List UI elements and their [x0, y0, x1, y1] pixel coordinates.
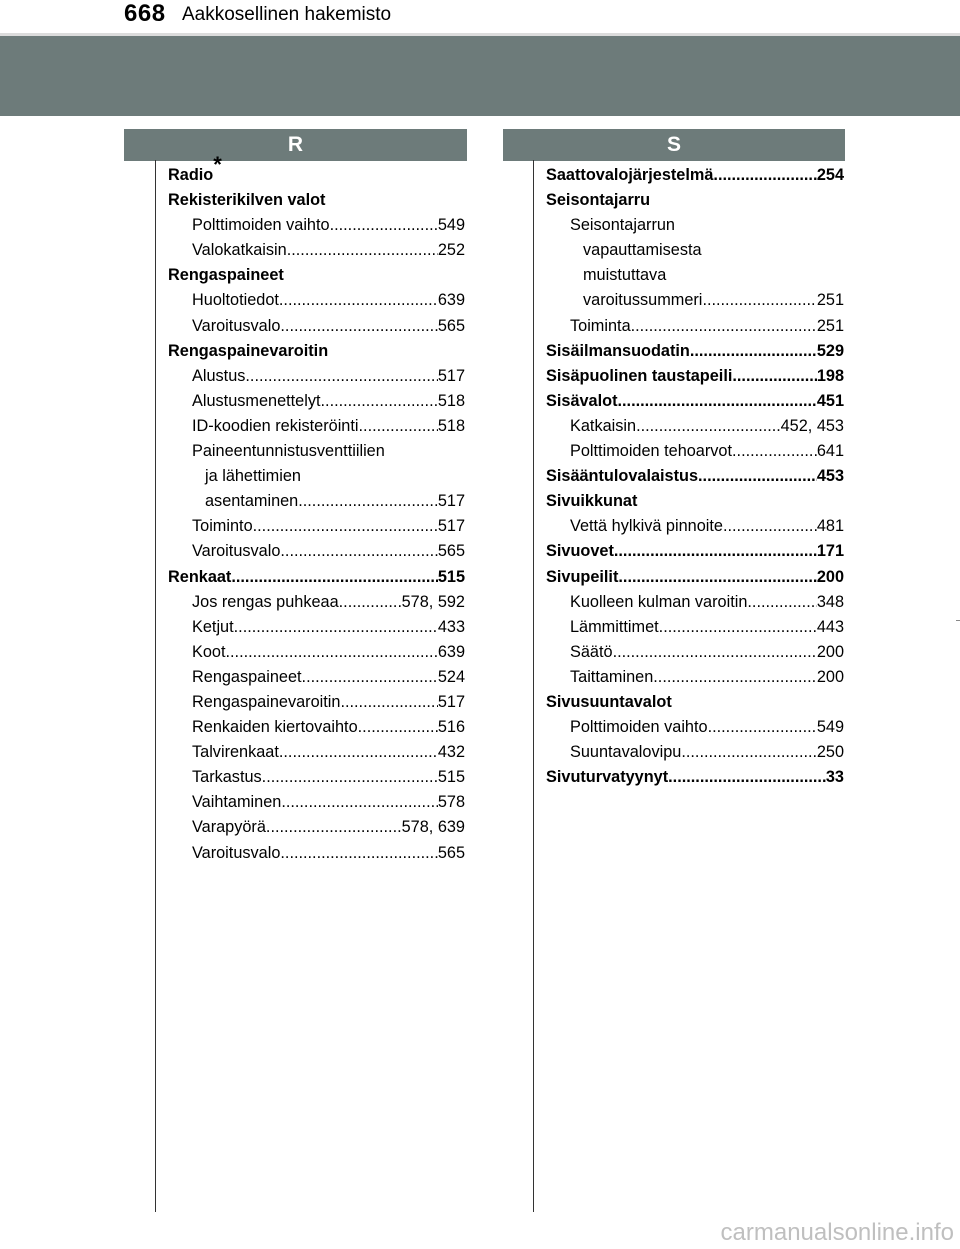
index-entry	[168, 151, 465, 188]
index-entry	[583, 263, 844, 288]
dot-leader	[708, 715, 817, 740]
index-entry	[192, 715, 465, 740]
entry-term: Taittaminen	[570, 667, 654, 686]
page-reference: 443	[816, 617, 844, 636]
index-entry	[168, 339, 465, 364]
asterisk-mark: *	[213, 151, 222, 177]
entry-term: Seisontajarru	[546, 191, 651, 210]
dot-leader	[653, 665, 817, 690]
index-entry	[546, 188, 844, 213]
entry-term: Paineentunnistusventtiilien	[192, 442, 385, 461]
dot-leader	[330, 213, 438, 238]
dot-leader	[234, 615, 438, 640]
entry-term: Rengaspaineet	[168, 266, 284, 285]
page-reference: 200	[816, 567, 844, 586]
page-reference: 254	[816, 166, 844, 184]
page-number: 668	[124, 0, 166, 27]
page-header	[0, 0, 960, 36]
dot-leader	[279, 740, 438, 765]
dot-leader	[618, 565, 816, 590]
entry-term: Renkaiden kiertovaihto	[192, 718, 358, 737]
dot-leader	[253, 514, 438, 539]
entry-term: Ketjut	[192, 617, 234, 636]
dot-leader	[613, 640, 817, 665]
index-column-r	[168, 151, 465, 866]
index-entry	[205, 489, 465, 514]
column-rule-right	[533, 160, 534, 1212]
entry-term: Talvirenkaat	[192, 743, 279, 762]
index-entry	[570, 439, 844, 464]
dot-leader	[245, 364, 437, 389]
page-reference: 517	[437, 366, 465, 385]
page-reference: 33	[825, 768, 844, 787]
dot-leader	[631, 314, 817, 339]
entry-term: Radio	[168, 166, 214, 184]
page-reference: 481	[816, 517, 844, 536]
index-entry	[192, 790, 465, 815]
entry-term: Sivuovet	[546, 542, 614, 561]
entry-term: ID-koodien rekisteröinti	[192, 416, 359, 435]
entry-term: Kuolleen kulman varoitin	[570, 592, 748, 611]
page-reference: 578	[437, 793, 465, 812]
index-entry	[192, 815, 465, 840]
page-reference: 348	[816, 592, 844, 611]
page-reference: 565	[437, 316, 465, 335]
entry-term: Lämmittimet	[570, 617, 659, 636]
entry-term: Sisäpuolinen taustapeili	[546, 366, 733, 385]
entry-term: Rengaspainevaroitin	[192, 692, 341, 711]
page-reference: 200	[816, 667, 844, 686]
index-entry	[583, 238, 844, 263]
dot-leader	[358, 715, 438, 740]
page-reference: 578, 639	[401, 818, 465, 837]
entry-term: Jos rengas puhkeaa	[192, 592, 339, 611]
dot-leader	[262, 765, 438, 790]
page-reference: 529	[816, 341, 844, 360]
dot-leader	[280, 539, 437, 564]
page-reference: 515	[437, 768, 465, 787]
entry-term: Rengaspaineet	[192, 667, 302, 686]
dot-leader	[231, 565, 437, 590]
entry-term: Sivusuuntavalot	[546, 692, 672, 711]
header-band	[0, 36, 960, 116]
index-entry	[192, 740, 465, 765]
dot-leader	[747, 590, 816, 615]
page-reference: 524	[437, 667, 465, 686]
index-entry	[570, 740, 844, 765]
dot-leader	[732, 364, 816, 389]
index-entry	[570, 414, 844, 439]
page-reference: 452, 453	[780, 416, 844, 435]
page-reference: 518	[437, 391, 465, 410]
dot-leader	[339, 590, 402, 615]
index-entry	[192, 539, 465, 564]
page-reference: 516	[437, 718, 465, 737]
dot-leader	[280, 841, 437, 866]
page-reference: 549	[437, 216, 465, 235]
dot-leader	[340, 690, 437, 715]
dot-leader	[302, 665, 438, 690]
index-entry	[546, 163, 844, 188]
index-entry	[570, 213, 844, 238]
dot-leader	[279, 288, 438, 313]
index-entry	[546, 539, 844, 564]
dot-leader	[702, 288, 816, 313]
dot-leader	[281, 790, 438, 815]
page-reference: 565	[437, 843, 465, 862]
entry-term: vapauttamisesta	[583, 241, 702, 260]
entry-term: Säätö	[570, 642, 613, 661]
index-entry	[546, 765, 844, 790]
dot-leader	[732, 439, 817, 464]
index-entry	[546, 364, 844, 389]
entry-term: Huoltotiedot	[192, 291, 279, 310]
entry-term: Alustusmenettelyt	[192, 391, 321, 410]
page-reference: 171	[816, 542, 844, 561]
entry-term: Sisäilmansuodatin	[546, 341, 690, 360]
page-reference: 251	[816, 316, 844, 335]
page-reference: 451	[816, 391, 844, 410]
page-reference: 549	[816, 718, 844, 737]
page-reference: 639	[437, 291, 465, 310]
entry-term: Suuntavalovipu	[570, 743, 682, 762]
index-entry	[192, 389, 465, 414]
entry-term: Vaihtaminen	[192, 793, 282, 812]
index-entry	[546, 565, 844, 590]
index-entry	[192, 414, 465, 439]
entry-term: Sisävalot	[546, 391, 618, 410]
entry-term: muistuttava	[583, 266, 667, 285]
entry-term: Polttimoiden tehoarvot	[570, 442, 733, 461]
index-entry	[192, 841, 465, 866]
index-entry	[192, 514, 465, 539]
column-rule-left	[155, 160, 156, 1212]
index-entry	[570, 640, 844, 665]
page-reference: 251	[816, 291, 844, 310]
dot-leader	[280, 314, 437, 339]
edge-tick	[956, 620, 960, 621]
dot-leader	[723, 514, 817, 539]
index-entry	[205, 464, 465, 489]
entry-term: Varoitusvalo	[192, 542, 281, 561]
page-reference: 250	[816, 743, 844, 762]
index-entry	[546, 339, 844, 364]
dot-leader	[614, 539, 817, 564]
dot-leader	[668, 765, 826, 790]
entry-term: Rekisterikilven valot	[168, 191, 326, 210]
index-entry	[570, 715, 844, 740]
page-title: Aakkosellinen hakemisto	[182, 4, 392, 25]
dot-leader	[359, 414, 438, 439]
entry-term: Sivuikkunat	[546, 492, 638, 511]
index-entry	[546, 389, 844, 414]
entry-term: Toiminta	[570, 316, 631, 335]
index-entry	[192, 439, 465, 464]
entry-term: asentaminen	[205, 492, 299, 511]
entry-term: Varoitusvalo	[192, 316, 281, 335]
entry-term: Seisontajarrun	[570, 216, 675, 235]
dot-leader	[226, 640, 438, 665]
entry-term: Tarkastus	[192, 768, 262, 787]
entry-term: Renkaat	[168, 567, 232, 586]
watermark: carmanualsonline.info	[720, 1219, 954, 1246]
dot-leader	[298, 489, 438, 514]
page-reference: 565	[437, 542, 465, 561]
index-entry	[583, 288, 844, 313]
index-entry	[192, 590, 465, 615]
page-reference: 517	[437, 492, 465, 511]
index-entry	[168, 263, 465, 288]
dot-leader	[713, 163, 816, 188]
index-entry	[192, 238, 465, 263]
entry-term: Rengaspainevaroitin	[168, 341, 329, 360]
section-letter-s: S	[503, 129, 845, 161]
page-reference: 518	[437, 416, 465, 435]
index-entry	[192, 665, 465, 690]
dot-leader	[618, 389, 817, 414]
entry-term: Vettä hylkivä pinnoite	[570, 517, 723, 536]
page-reference: 641	[816, 442, 844, 461]
index-entry	[192, 615, 465, 640]
page-reference: 453	[816, 467, 844, 486]
index-entry	[570, 314, 844, 339]
entry-term: Polttimoiden vaihto	[570, 718, 708, 737]
page-reference: 200	[816, 642, 844, 661]
index-entry	[192, 213, 465, 238]
entry-term: Saattovalojärjestelmä	[546, 166, 714, 184]
entry-term: Toiminto	[192, 517, 253, 536]
index-entry	[570, 615, 844, 640]
index-entry	[168, 188, 465, 213]
entry-term: Varoitusvalo	[192, 843, 281, 862]
index-entry	[168, 565, 465, 590]
page-reference: 252	[437, 241, 465, 260]
index-entry	[570, 514, 844, 539]
index-entry	[192, 314, 465, 339]
index-entry	[570, 590, 844, 615]
page-reference: 517	[437, 692, 465, 711]
entry-term: Sisääntulovalaistus	[546, 467, 699, 486]
index-entry	[192, 288, 465, 313]
entry-term: Polttimoiden vaihto	[192, 216, 330, 235]
dot-leader	[681, 740, 816, 765]
index-entry	[192, 765, 465, 790]
page-reference: 517	[437, 517, 465, 536]
index-entry	[192, 364, 465, 389]
entry-term: Koot	[192, 642, 226, 661]
index-entry	[546, 464, 844, 489]
index-entry	[546, 690, 844, 715]
page-reference: 198	[816, 366, 844, 385]
entry-term: Sivupeilit	[546, 567, 619, 586]
index-column-s	[546, 163, 844, 790]
page-reference: 515	[437, 567, 465, 586]
dot-leader	[698, 464, 817, 489]
entry-term: Valokatkaisin	[192, 241, 287, 260]
index-entry	[192, 640, 465, 665]
entry-term: ja lähettimien	[205, 467, 301, 486]
entry-term: varoitussummeri	[583, 291, 703, 310]
dot-leader	[659, 615, 817, 640]
dot-leader	[287, 238, 438, 263]
entry-term: Sivuturvatyynyt	[546, 768, 669, 787]
dot-leader	[321, 389, 438, 414]
page-reference: 433	[437, 617, 465, 636]
dot-leader	[266, 815, 402, 840]
index-entry	[192, 690, 465, 715]
entry-term: Varapyörä	[192, 818, 266, 837]
page-reference: 639	[437, 642, 465, 661]
entry-term: Katkaisin	[570, 416, 637, 435]
dot-leader	[636, 414, 781, 439]
section-letter-r: R	[124, 129, 467, 161]
entry-term: Alustus	[192, 366, 246, 385]
dot-leader	[690, 339, 817, 364]
page-reference: 432	[437, 743, 465, 762]
index-entry	[546, 489, 844, 514]
index-entry	[570, 665, 844, 690]
page-reference: 578, 592	[401, 592, 465, 611]
